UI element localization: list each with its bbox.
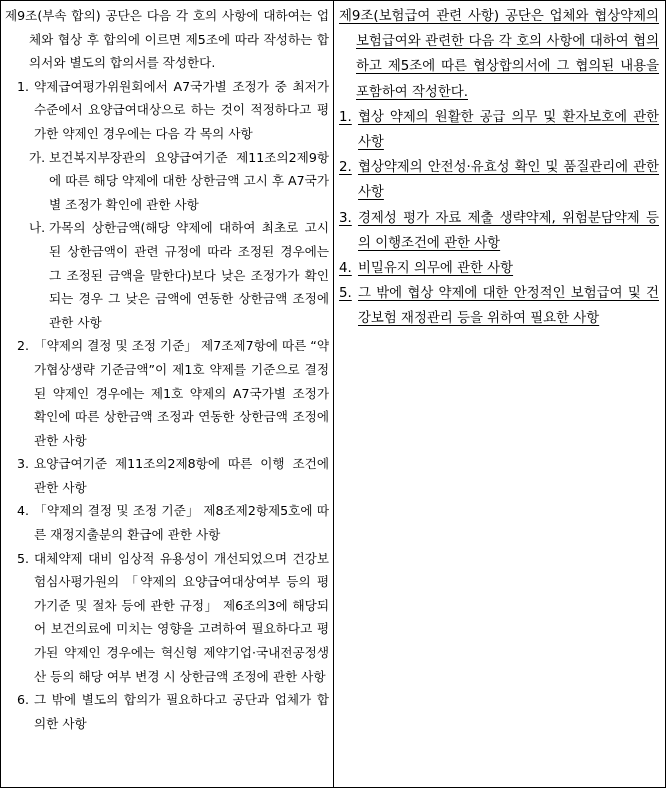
list-item: [339, 155, 659, 205]
item-number: 가.: [29, 149, 46, 165]
item-text: 대체약제 대비 임상적 유용성이 개선되었으며 건강보험심사평가원의 「약제의 요양급여대상여부 등의 평가기준 및 절차 등에 관한 규정」 제6조의3에 해당되어 보건의료에 미치는 영향을 고려하여 필요하다고 평가된 약제인 경우에는 혁신형 제약기업·국내전공정생산 등의 해당 여부 변경 시 상한금액 조정에 관한 사항: [34, 550, 329, 684]
item-number: 4.: [339, 261, 352, 277]
item-text: 그 밖에 별도의 합의가 필요하다고 공단과 업체가 합의한 사항: [34, 692, 329, 731]
item-number: 4.: [17, 503, 30, 519]
item-text: 협상 약제의 원활한 공급 의무 및 환자보호에 관한 사항: [358, 109, 659, 151]
right-column: [334, 1, 665, 787]
item-text: 가목의 상한금액(해당 약제에 대하여 최초로 고시된 상한금액이 관련 규정에 따라 조정된 경우에는 그 조정된 금액을 말한다)보다 낮은 조정가가 확인되는 경우 그 낮은 금액에 연동한 상한금액 조정에 관한 사항: [49, 220, 329, 330]
list-item: [5, 334, 329, 452]
list-item: [5, 75, 329, 146]
item-text: 보건복지부장관의 요양급여기준 제11조의2제9항에 따른 해당 약제에 대한 상한금액 고시 후 A7국가별 조정가 확인에 관한 사항: [49, 149, 329, 212]
item-text: 비밀유지 의무에 관한 사항: [358, 261, 514, 277]
right-article-intro: 제9조(보험급여 관련 사항) 공단은 업체와 협상약제의 보험급여와 관련한 다음 각 호의 사항에 대하여 협의하고 제5조에 따른 협상합의서에 그 협의된 내용을 포함하여 작성한다.: [339, 9, 659, 100]
item-number: 6.: [17, 692, 30, 708]
left-article-intro: 제9조(부속 합의) 공단은 다음 각 호의 사항에 대하여는 업체와 협상 후 합의에 이르면 제5조에 따라 작성하는 합의서와 별도의 합의서를 작성한다.: [5, 8, 329, 71]
right-item-list: [339, 105, 659, 332]
sub-list-item: [5, 216, 329, 334]
item-text: 약제급여평가위원회에서 A7국가별 조정가 중 최저가 수준에서 요양급여대상으로 하는 것이 적정하다고 평가한 약제인 경우에는 다음 각 목의 사항: [34, 78, 329, 141]
item-text: 경제성 평가 자료 제출 생략약제, 위험분담약제 등의 이행조건에 관한 사항: [358, 210, 659, 251]
item-text: 「약제의 결정 및 조정 기준」 제8조제2항제5호에 따른 재정지출분의 환급에 관한 사항: [34, 503, 329, 543]
sub-list-item: [5, 146, 329, 217]
list-item: [5, 499, 329, 546]
item-number: 1.: [17, 78, 30, 94]
item-number: 3.: [339, 210, 352, 226]
list-item: [339, 105, 659, 155]
item-text: 요양급여기준 제11조의2제8항에 따른 이행 조건에 관한 사항: [34, 456, 329, 495]
left-column: [1, 1, 334, 787]
list-item: [339, 256, 659, 281]
item-number: 1.: [339, 109, 352, 125]
list-item: [339, 206, 659, 256]
item-text: 「약제의 결정 및 조정 기준」 제7조제7항에 따른 “약가협상생략 기준금액”이 제1호 약제를 기준으로 결정된 약제인 경우에는 제1호 약제의 A7국가별 조정가 확인에 따른 상한금액 조정과 연동한 상한금액 조정에 관한 사항: [34, 338, 329, 448]
item-number: 2.: [17, 338, 30, 354]
item-number: 2.: [339, 160, 352, 176]
list-item: [5, 688, 329, 735]
item-number: 5.: [17, 550, 30, 566]
list-item: [5, 547, 329, 689]
item-number: 나.: [29, 220, 46, 236]
list-item: [339, 281, 659, 331]
item-number: 5.: [339, 286, 352, 302]
item-number: 3.: [17, 456, 30, 472]
item-text: 그 밖에 협상 약제에 대한 안정적인 보험급여 및 건강보험 재정관리 등을 위하여 필요한 사항: [358, 286, 659, 327]
item-text: 협상약제의 안전성·유효성 확인 및 품질관리에 관한 사항: [358, 160, 659, 201]
list-item: [5, 452, 329, 499]
left-item-list: [5, 75, 329, 736]
